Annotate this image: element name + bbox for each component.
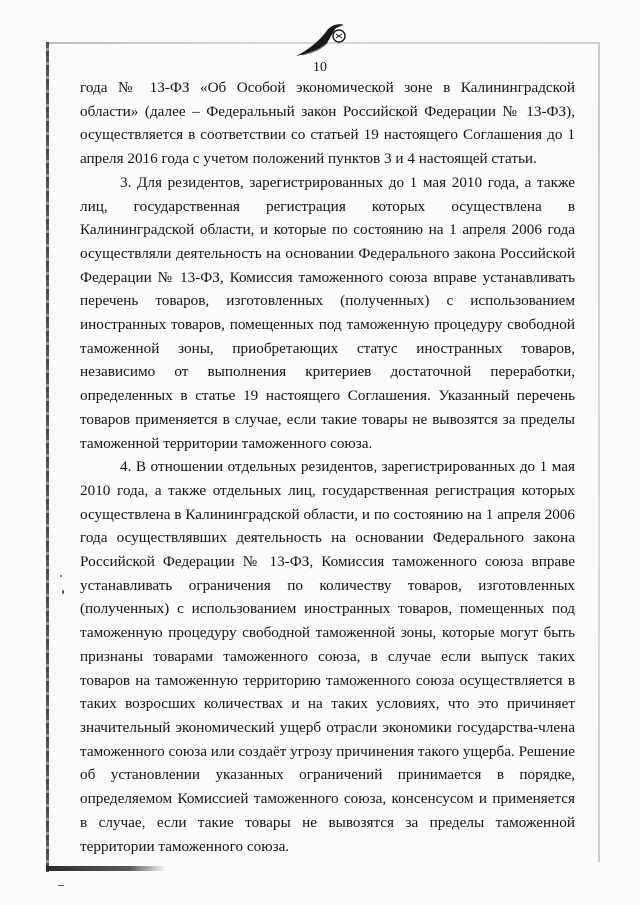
bird-emblem-icon	[292, 22, 348, 62]
paragraph-continuation: года № 13-ФЗ «Об Особой экономической зоне в Калининградской области» (далее – Федеральный закон Российской Федерации № 13-ФЗ), осуществляется в соответствии со статьей 19 настоящего Соглашения до 1 апреля 2016 года с учетом положений пунктов 3 и 4 настоящей статьи.	[80, 79, 575, 168]
page-number: 10	[313, 60, 327, 75]
scan-frame-right	[598, 42, 600, 862]
paragraph-item-3: 3. Для резидентов, зарегистрированных до 1 мая 2010 года, а также лиц, государственная регистрация которых осуществлена в Калининградской области, и которые по состоянию на 1 апреля 2006 года осуществляли деятельность на основании Федерального закона Российской Федерации № 13-ФЗ, Комиссия таможенного союза вправе устанавливать перечень товаров, изготовленных (полученных) с использованием иностранных товаров, помещенных под таможенную процедуру свободной таможенной зоны, приобретающих статус иностранных товаров, независимо от выполнения критериев достаточной переработки, определенных в статье 19 настоящего Соглашения. Указанный перечень товаров применяется в случае, если такие товары не вывозятся за пределы таможенной территории таможенного союза.	[80, 173, 575, 452]
document-body	[80, 76, 575, 858]
scan-speck	[60, 575, 62, 577]
paragraph-item-4: 4. В отношении отдельных резидентов, зарегистрированных до 1 мая 2010 года, а также отдельных лиц, государственная регистрация которых осуществлена в Калининградской области, и по состоянию на 1 апреля 2006 года осуществлявших деятельность на основании Федерального закона Российской Федерации № 13-ФЗ, Комиссия таможенного союза вправе устанавливать ограничения по количеству товаров, изготовленных (полученных) с использованием иностранных товаров, помещенных под таможенную процедуру свободной таможенной зоны, которые могут быть признаны товарами таможенного союза, в случае если выпуск таких товаров на таможенную территорию таможенного союза осуществляется в таких возросших количествах и на таких условиях, что это причиняет значительный экономический ущерб отрасли экономики государства-члена таможенного союза или создаёт угрозу причинения такого ущерба. Решение об установлении указанных ограничений принимается в порядке, определяемом Комиссией таможенного союза, консенсусом и применяется в случае, если такие товары не вывозятся за пределы таможенной территории таможенного союза.	[80, 458, 575, 855]
scan-frame-bottom	[46, 866, 166, 871]
scan-speck	[62, 590, 64, 594]
scan-frame-left	[46, 42, 49, 872]
scan-speck	[58, 885, 64, 886]
